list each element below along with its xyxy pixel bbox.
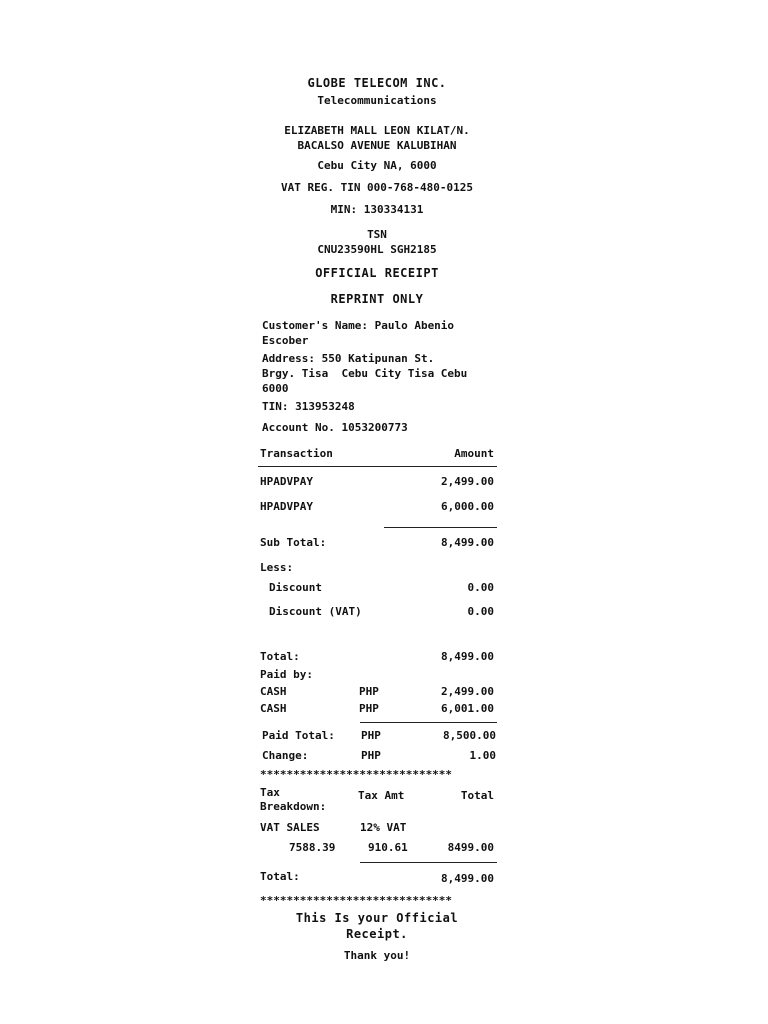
footer-line1: This Is your Official	[295, 911, 459, 925]
footer-line2: Receipt.	[346, 927, 408, 941]
tax-label-line2: Breakdown:	[260, 800, 327, 813]
transaction-row-2-name: HPADVPAY	[260, 500, 313, 513]
customer-name-line1: Customer's Name: Paulo Abenio	[262, 319, 455, 332]
vat-sales-value: 7588.39	[289, 841, 336, 854]
vat-sales-label: VAT SALES	[260, 821, 320, 834]
paid-total-value: 8,500.00	[443, 729, 496, 742]
change-label: Change:	[262, 749, 309, 762]
payment-row-2-currency: PHP	[359, 702, 379, 715]
discount-vat-value: 0.00	[467, 605, 494, 618]
reprint-notice: REPRINT ONLY	[330, 292, 424, 306]
header-divider	[258, 466, 497, 467]
paid-total-divider	[360, 722, 497, 723]
col-amount-header: Amount	[454, 447, 494, 460]
tsn-label: TSN	[367, 228, 387, 241]
vat-registration: VAT REG. TIN 000-768-480-0125	[280, 181, 474, 194]
subtotal-divider	[384, 527, 497, 528]
customer-address-line1: Address: 550 Katipunan St.	[262, 352, 435, 365]
tsn-value: CNU23590HL SGH2185	[317, 243, 437, 256]
customer-address-line2: Brgy. Tisa Cebu City Tisa Cebu	[262, 367, 468, 380]
machine-id: MIN: 130334131	[330, 203, 424, 216]
tax-total-label: Total:	[260, 870, 300, 883]
star-separator-top: *****************************	[260, 768, 453, 781]
total-label: Total:	[260, 650, 300, 663]
customer-tin: TIN: 313953248	[262, 400, 355, 413]
tax-total-value: 8,499.00	[441, 872, 494, 885]
customer-name-line2: Escober	[262, 334, 309, 347]
subtotal-label: Sub Total:	[260, 536, 327, 549]
transaction-row-2-amount: 6,000.00	[441, 500, 494, 513]
col-tax-amt-header: Tax Amt	[358, 789, 405, 802]
store-address-line1: ELIZABETH MALL LEON KILAT/N.	[284, 124, 470, 137]
star-separator-bottom: *****************************	[260, 894, 453, 907]
transaction-row-1-amount: 2,499.00	[441, 475, 494, 488]
discount-vat-label: Discount (VAT)	[269, 605, 362, 618]
store-city: Cebu City NA, 6000	[317, 159, 437, 172]
vat-total: 8499.00	[447, 841, 494, 854]
customer-address-line3: 6000	[262, 382, 289, 395]
paid-total-label: Paid Total:	[262, 729, 335, 742]
paid-total-currency: PHP	[361, 729, 381, 742]
change-value: 1.00	[469, 749, 496, 762]
col-transaction-header: Transaction	[260, 447, 333, 460]
account-number: Account No. 1053200773	[262, 421, 408, 434]
company-name: GLOBE TELECOM INC.	[307, 76, 447, 90]
change-currency: PHP	[361, 749, 381, 762]
total-value: 8,499.00	[441, 650, 494, 663]
subtotal-value: 8,499.00	[441, 536, 494, 549]
tax-total-divider	[360, 862, 497, 863]
payment-row-2-amount: 6,001.00	[441, 702, 494, 715]
tax-label-line1: Tax	[260, 786, 280, 799]
payment-row-2-method: CASH	[260, 702, 287, 715]
business-type: Telecommunications	[317, 94, 437, 107]
vat-rate: 12% VAT	[360, 821, 407, 834]
receipt-title: OFFICIAL RECEIPT	[315, 266, 439, 280]
vat-amount: 910.61	[368, 841, 408, 854]
store-address-line2: BACALSO AVENUE KALUBIHAN	[297, 139, 457, 152]
transaction-row-1-name: HPADVPAY	[260, 475, 313, 488]
col-total-header: Total	[460, 789, 494, 802]
less-label: Less:	[260, 561, 294, 574]
payment-row-1-currency: PHP	[359, 685, 379, 698]
paid-by-label: Paid by:	[260, 668, 313, 681]
payment-row-1-method: CASH	[260, 685, 287, 698]
payment-row-1-amount: 2,499.00	[441, 685, 494, 698]
thank-you: Thank you!	[343, 949, 411, 962]
discount-label: Discount	[269, 581, 322, 594]
discount-value: 0.00	[467, 581, 494, 594]
